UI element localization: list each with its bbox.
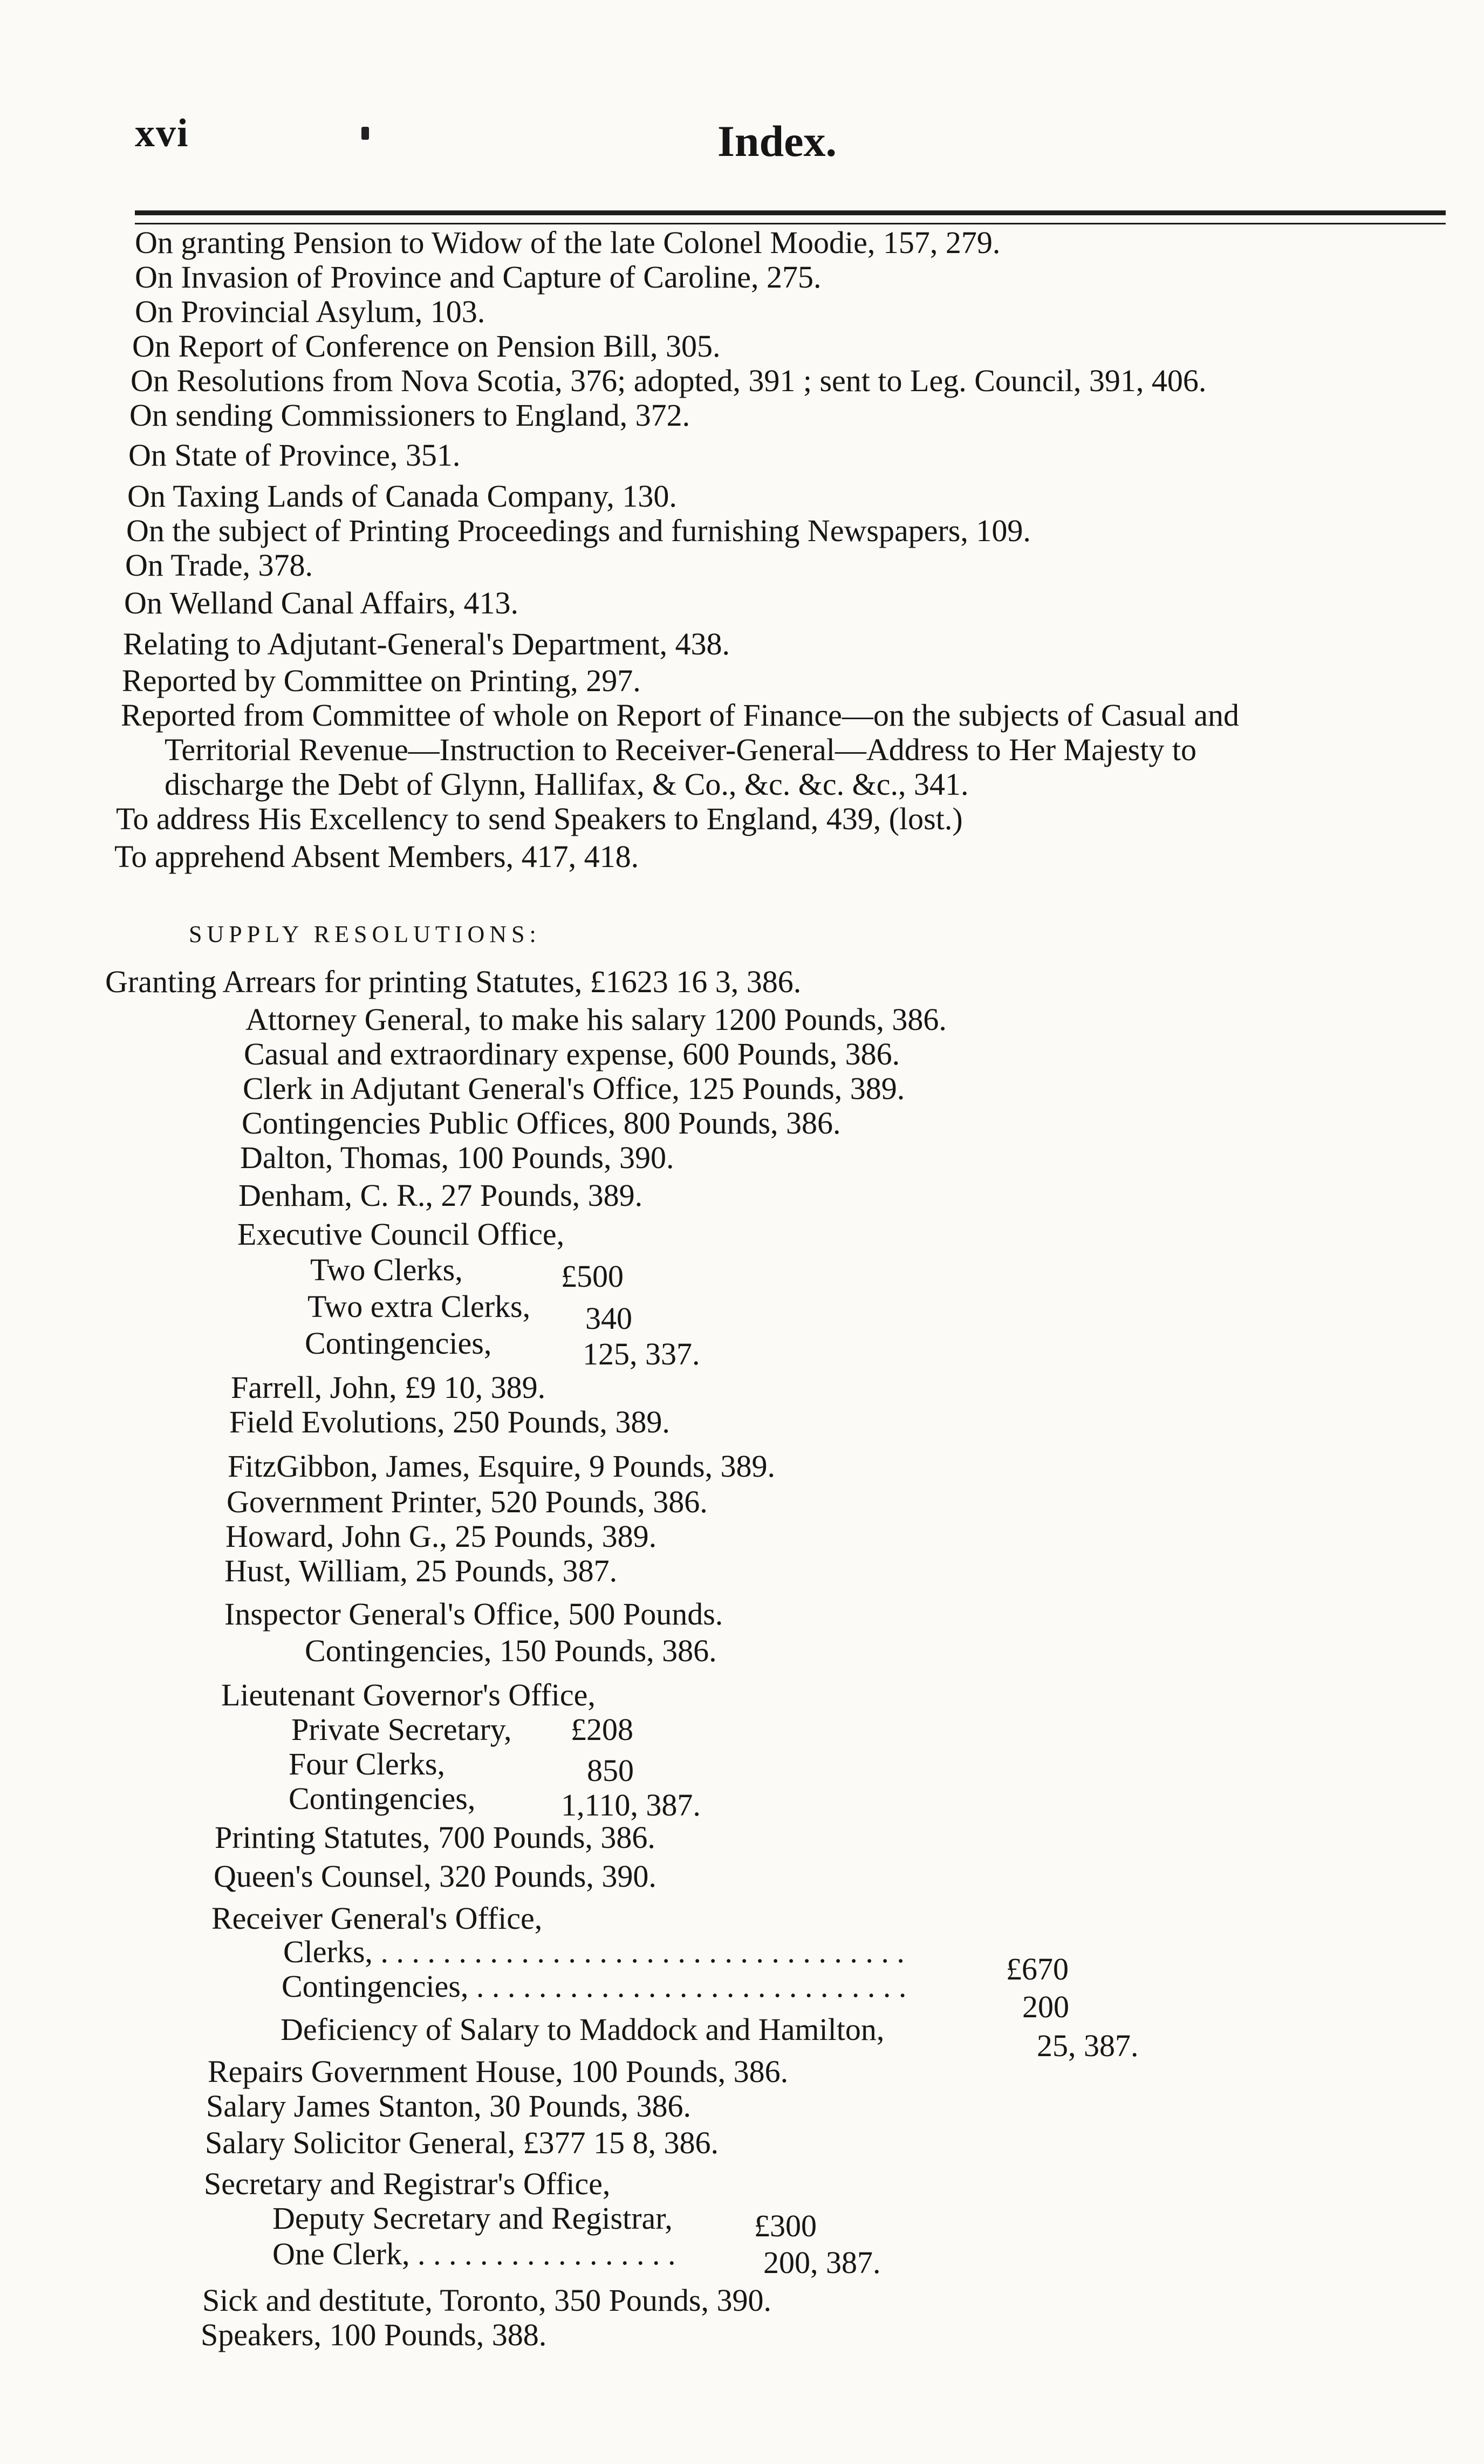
supply-entry: Receiver General's Office,	[211, 1901, 543, 1936]
supply-subentry: Private Secretary,	[291, 1712, 512, 1747]
supply-entry: Howard, John G., 25 Pounds, 389.	[225, 1519, 657, 1554]
index-entry: Reported from Committee of whole on Report of Finance—on the subjects of Casual and	[121, 698, 1240, 733]
supply-amount: 850	[587, 1753, 634, 1788]
supply-entry: Farrell, John, £9 10, 389.	[231, 1370, 546, 1405]
supply-entry: Denham, C. R., 27 Pounds, 389.	[238, 1178, 643, 1213]
supply-amount: 200	[1022, 1989, 1069, 2024]
supply-entry: Granting Arrears for printing Statutes, £1623 16 3, 386.	[105, 964, 802, 999]
supply-subentry: Contingencies,	[289, 1781, 476, 1816]
supply-entry: Salary James Stanton, 30 Pounds, 386.	[206, 2088, 691, 2124]
index-entry: Relating to Adjutant-General's Department, 438.	[123, 626, 730, 661]
supply-subentry: Clerks, . . . . . . . . . . . . . . . . . . . . . . . . . . . . . . . . . .	[283, 1934, 905, 1969]
supply-amount: 25, 387.	[1037, 2028, 1139, 2063]
supply-entry: Field Evolutions, 250 Pounds, 389.	[229, 1404, 670, 1439]
supply-amount: 125, 337.	[583, 1336, 700, 1371]
supply-subentry: Deficiency of Salary to Maddock and Hamilton,	[281, 2012, 885, 2047]
header-rule-thin	[135, 223, 1446, 224]
supply-subentry: Two Clerks,	[310, 1252, 463, 1287]
supply-entry: Printing Statutes, 700 Pounds, 386.	[215, 1820, 655, 1855]
index-entry: On Welland Canal Affairs, 413.	[124, 585, 518, 620]
supply-subentry: Contingencies,	[305, 1326, 492, 1361]
supply-entry: Repairs Government House, 100 Pounds, 386.	[208, 2054, 789, 2089]
index-entry-continued: Territorial Revenue—Instruction to Receiver-General—Address to Her Majesty to	[165, 732, 1196, 767]
supply-subentry: Contingencies, . . . . . . . . . . . . . . . . . . . . . . . . . . . .	[282, 1969, 907, 2004]
index-entry: On Invasion of Province and Capture of Caroline, 275.	[135, 260, 822, 295]
index-entry: On Provincial Asylum, 103.	[135, 294, 485, 329]
printer-mark	[361, 127, 369, 140]
index-entry: Reported by Committee on Printing, 297.	[122, 663, 641, 698]
supply-amount: £670	[1006, 1951, 1069, 1987]
header-rule-thick	[135, 210, 1446, 215]
supply-entry: Government Printer, 520 Pounds, 386.	[227, 1484, 708, 1519]
supply-amount: 340	[585, 1301, 632, 1336]
supply-entry: Speakers, 100 Pounds, 388.	[201, 2317, 547, 2352]
supply-entry: Inspector General's Office, 500 Pounds.	[224, 1596, 723, 1632]
page-header	[135, 111, 1446, 175]
supply-amount: £500	[561, 1259, 624, 1294]
supply-entry: FitzGibbon, James, Esquire, 9 Pounds, 389.	[228, 1449, 775, 1484]
supply-entry: Queen's Counsel, 320 Pounds, 390.	[214, 1859, 656, 1894]
index-entry: To apprehend Absent Members, 417, 418.	[114, 839, 639, 874]
index-entry-continued: discharge the Debt of Glynn, Hallifax, & Co., &c. &c. &c., 341.	[165, 767, 969, 802]
supply-entry: Clerk in Adjutant General's Office, 125 Pounds, 389.	[243, 1071, 905, 1106]
index-entry: On State of Province, 351.	[128, 438, 461, 473]
section-heading: SUPPLY RESOLUTIONS:	[189, 921, 541, 947]
supply-entry: Casual and extraordinary expense, 600 Pounds, 386.	[244, 1036, 900, 1071]
supply-entry: Dalton, Thomas, 100 Pounds, 390.	[240, 1140, 674, 1175]
index-entry: On granting Pension to Widow of the late Colonel Moodie, 157, 279.	[135, 225, 1001, 260]
supply-amount: 1,110, 387.	[561, 1787, 701, 1823]
page-title: Index.	[717, 117, 837, 166]
supply-amount: 200, 387.	[763, 2245, 881, 2280]
index-entry: On Resolutions from Nova Scotia, 376; adopted, 391 ; sent to Leg. Council, 391, 406.	[131, 363, 1207, 398]
page-number: xvi	[135, 111, 189, 155]
supply-entry: Contingencies Public Offices, 800 Pounds, 386.	[242, 1105, 841, 1141]
supply-subentry: Four Clerks,	[289, 1746, 445, 1782]
supply-entry: Sick and destitute, Toronto, 350 Pounds, 390.	[202, 2283, 771, 2318]
supply-entry: Lieutenant Governor's Office,	[221, 1677, 596, 1712]
supply-entry: Secretary and Registrar's Office,	[204, 2166, 611, 2201]
supply-entry: Executive Council Office,	[237, 1217, 565, 1252]
supply-subentry: One Clerk, . . . . . . . . . . . . . . . . .	[272, 2236, 676, 2271]
supply-subentry: Contingencies, 150 Pounds, 386.	[305, 1633, 717, 1668]
supply-entry: Hust, William, 25 Pounds, 387.	[224, 1553, 618, 1588]
supply-amount: £300	[754, 2208, 817, 2243]
supply-subentry: Deputy Secretary and Registrar,	[272, 2201, 673, 2236]
index-entry: On Trade, 378.	[125, 548, 313, 583]
supply-entry: Salary Solicitor General, £377 15 8, 386.	[205, 2125, 719, 2160]
index-entry: To address His Excellency to send Speakers to England, 439, (lost.)	[116, 801, 963, 836]
supply-subentry: Two extra Clerks,	[307, 1289, 531, 1324]
index-entry: On sending Commissioners to England, 372.	[129, 398, 690, 433]
supply-amount: £208	[571, 1712, 633, 1747]
index-entry: On Taxing Lands of Canada Company, 130.	[127, 479, 677, 514]
index-entry: On Report of Conference on Pension Bill, 305.	[132, 329, 721, 364]
index-entry: On the subject of Printing Proceedings and furnishing Newspapers, 109.	[126, 513, 1031, 548]
supply-entry: Attorney General, to make his salary 1200 Pounds, 386.	[245, 1002, 947, 1037]
